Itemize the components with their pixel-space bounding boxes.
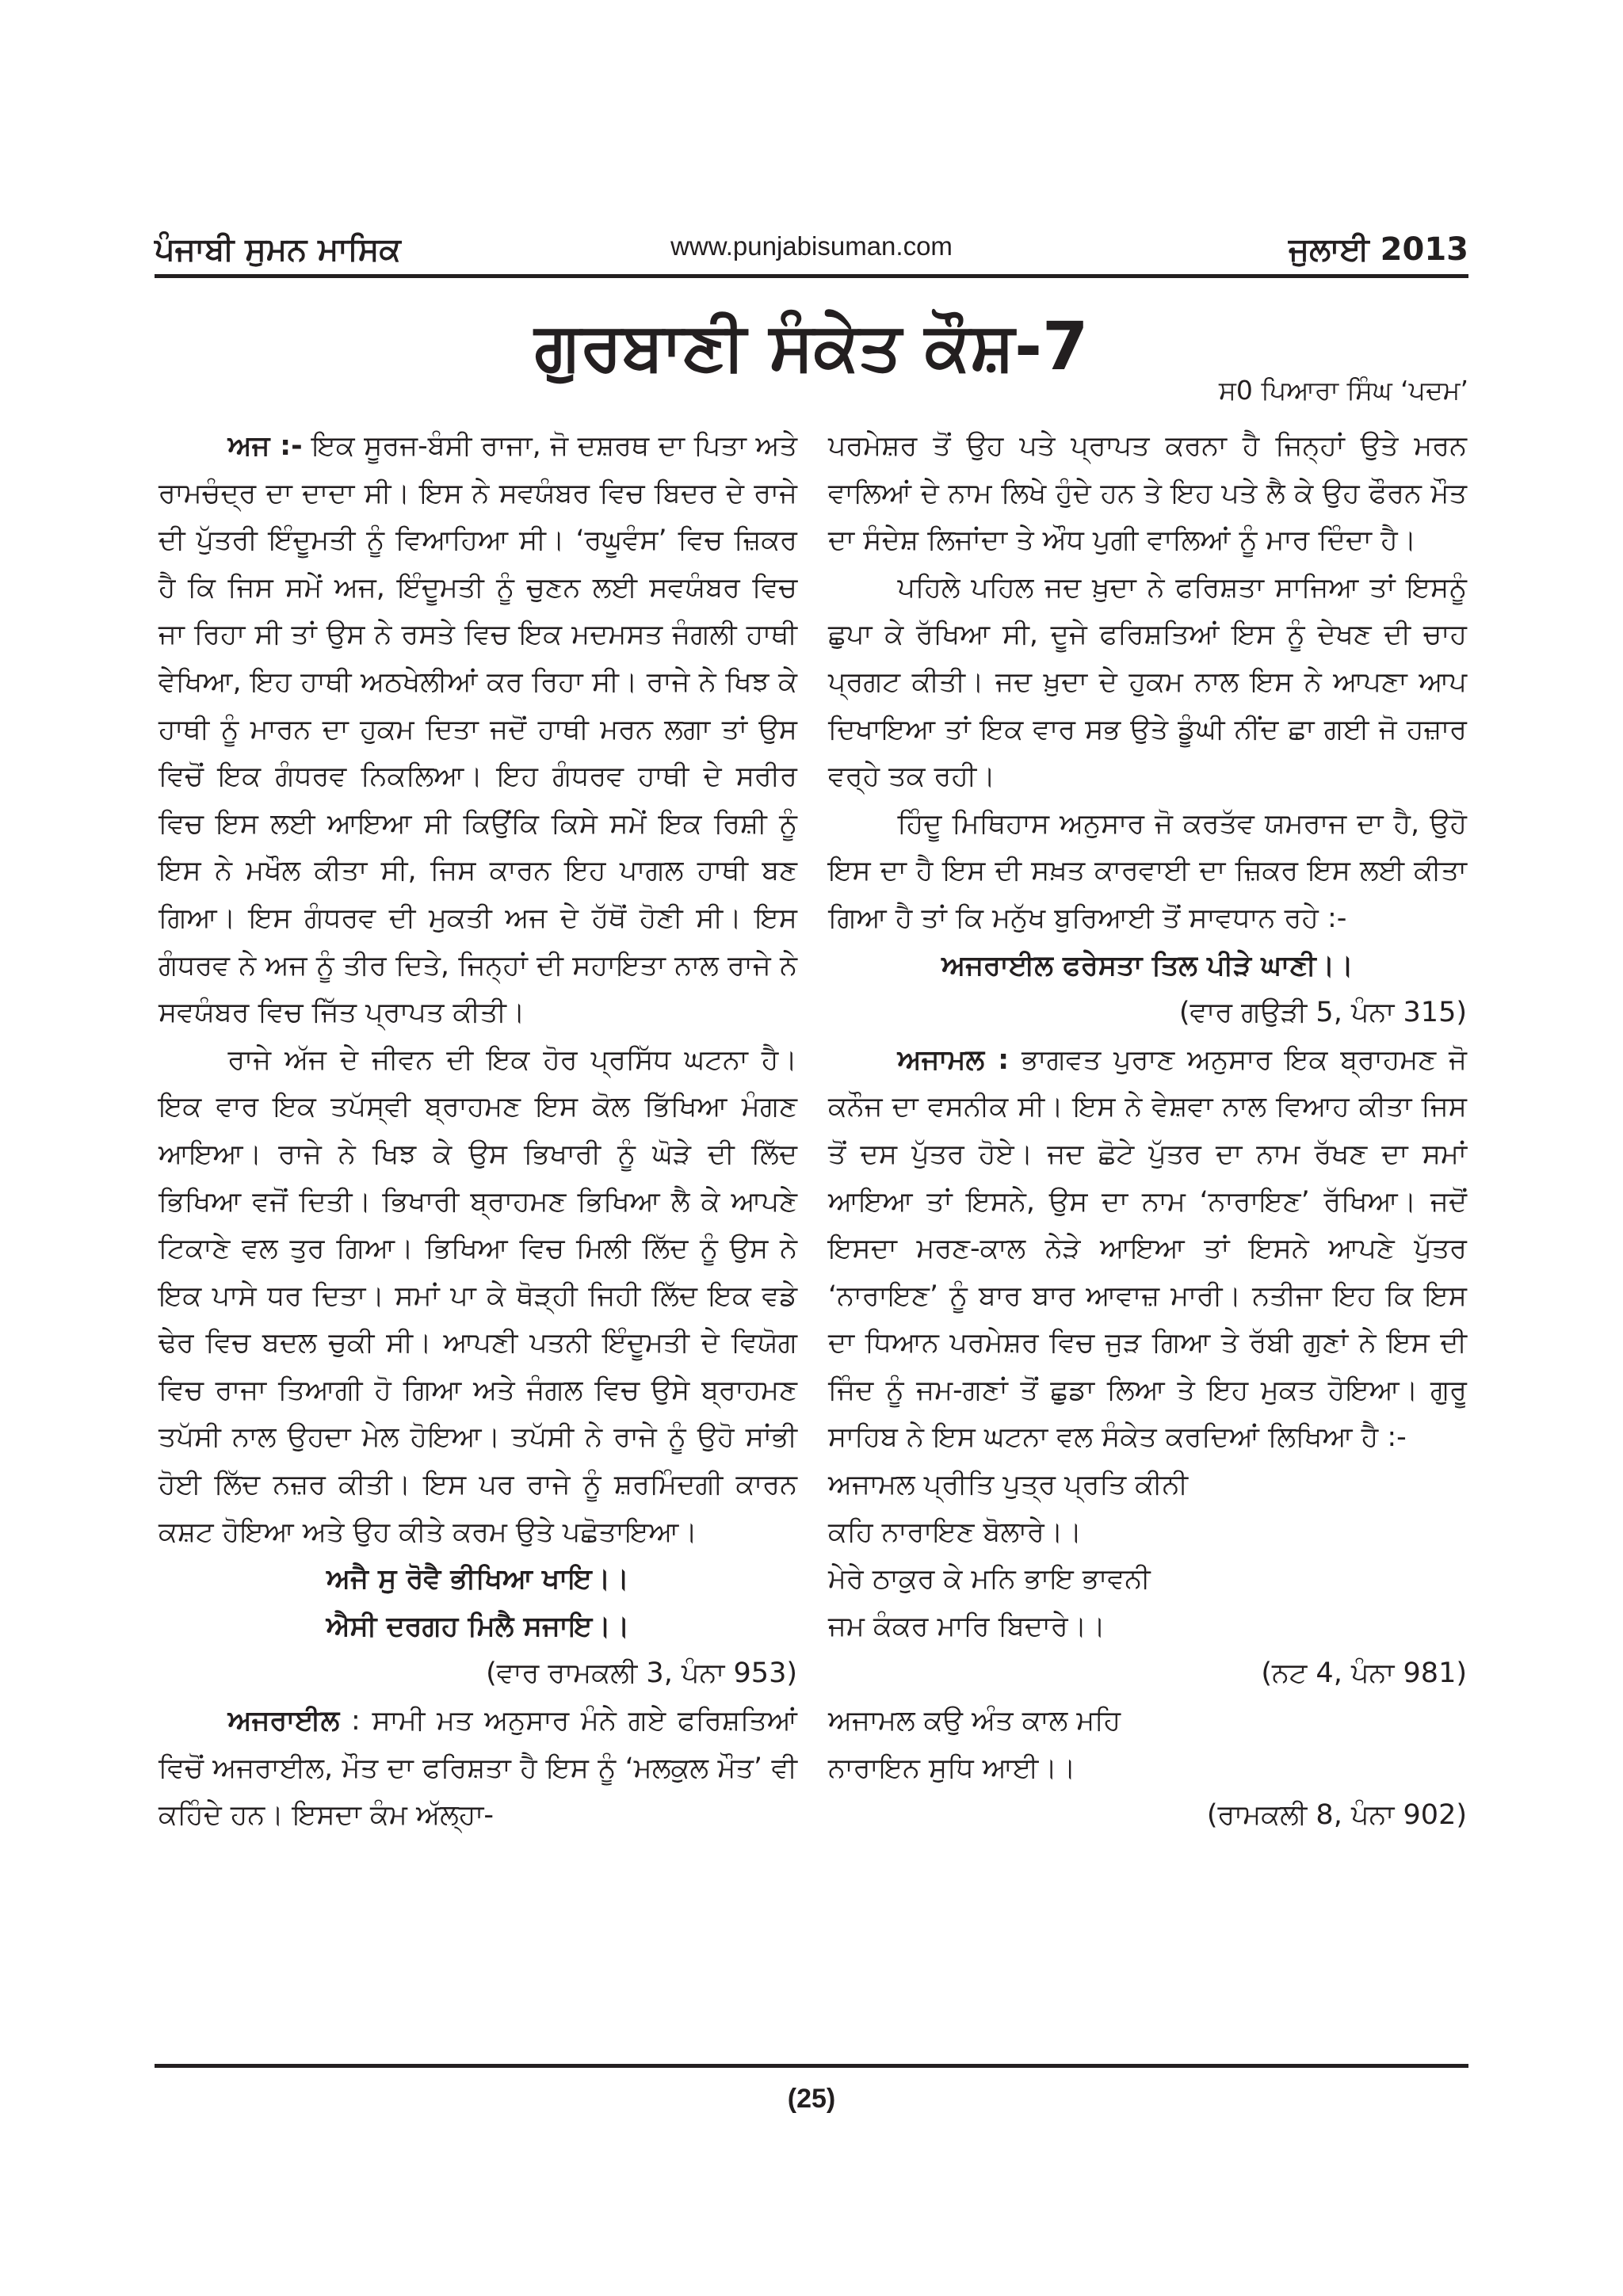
entry-aj — [158, 423, 797, 1037]
header-rule — [155, 274, 1468, 278]
entry-ajamal — [828, 1037, 1467, 1462]
verse-line: ਐਸੀ ਦਰਗਹ ਮਿਲੈ ਸਜਾਇ।। — [326, 1610, 630, 1642]
paragraph: ਪਰਮੇਸ਼ਰ ਤੋਂ ਉਹ ਪਤੇ ਪ੍ਰਾਪਤ ਕਰਨਾ ਹੈ ਜਿਨ੍ਹਾਂ ਉਤੇ ਮਰਨ ਵਾਲਿਆਂ ਦੇ ਨਾਮ ਲਿਖੇ ਹੁੰਦੇ ਹਨ ਤੇ ਇਹ ਪਤੇ ਲੈ ਕੇ ਉਹ ਫੌਰਨ ਮੌਤ ਦਾ ਸੰਦੇਸ਼ ਲਿਜਾਂਦਾ ਤੇ ਔਧ ਪੁਗੀ ਵਾਲਿਆਂ ਨੂੰ ਮਾਰ ਦਿੰਦਾ ਹੈ। — [828, 430, 1467, 557]
entry-term-aj: ਅਜ :- — [227, 430, 303, 462]
verse-reference: (ਵਾਰ ਰਾਮਕਲੀ 3, ਪੰਨਾ 953) — [486, 1657, 797, 1690]
verse-reference: (ਨਟ 4, ਪੰਨਾ 981) — [1261, 1657, 1467, 1690]
verse-line: ਨਾਰਾਇਨ ਸੁਧਿ ਆਈ।। — [828, 1752, 1076, 1784]
article-title: ਗੁਰਬਾਣੀ ਸੰਕੇਤ ਕੌਸ਼-7 — [534, 307, 1089, 385]
verse-line: ਮੇਰੇ ਠਾਕੁਰ ਕੇ ਮਨਿ ਭਾਇ ਭਾਵਨੀ — [828, 1563, 1151, 1596]
right-column — [828, 423, 1467, 1840]
verse-line: ਅਜੈ ਸੁ ਰੋਵੈ ਭੀਖਿਆ ਖਾਇ।। — [327, 1563, 629, 1596]
magazine-name: ਪੰਜਾਬੀ ਸੁਮਨ ਮਾਸਿਕ — [155, 231, 401, 268]
entry-text: ਇਕ ਸੂਰਜ-ਬੰਸੀ ਰਾਜਾ, ਜੋ ਦਸ਼ਰਥ ਦਾ ਪਿਤਾ ਅਤੇ ਰਾਮਚੰਦ੍ਰ ਦਾ ਦਾਦਾ ਸੀ। ਇਸ ਨੇ ਸਵਯੰਬਰ ਵਿਚ ਬਿਦਰ ਦੇ ਰਾਜੇ ਦੀ ਪੁੱਤਰੀ ਇੰਦੂਮਤੀ ਨੂੰ ਵਿਆਹਿਆ ਸੀ। ‘ਰਘੂਵੰਸ’ ਵਿਚ ਜ਼ਿਕਰ ਹੈ ਕਿ ਜਿਸ ਸਮੇਂ ਅਜ, ਇੰਦੂਮਤੀ ਨੂੰ ਚੁਣਨ ਲਈ ਸਵਯੰਬਰ ਵਿਚ ਜਾ ਰਿਹਾ ਸੀ ਤਾਂ ਉਸ ਨੇ ਰਸਤੇ ਵਿਚ ਇਕ ਮਦਮਸਤ ਜੰਗਲੀ ਹਾਥੀ ਵੇਖਿਆ, ਇਹ ਹਾਥੀ ਅਠਖੇਲੀਆਂ ਕਰ ਰਿਹਾ ਸੀ। ਰਾਜੇ ਨੇ ਖਿਝ ਕੇ ਹਾਥੀ ਨੂੰ ਮਾਰਨ ਦਾ ਹੁਕਮ ਦਿਤਾ ਜਦੋਂ ਹਾਥੀ ਮਰਨ ਲਗਾ ਤਾਂ ਉਸ ਵਿਚੋਂ ਇਕ ਗੰਧਰਵ ਨਿਕਲਿਆ। ਇਹ ਗੰਧਰਵ ਹਾਥੀ ਦੇ ਸਰੀਰ ਵਿਚ ਇਸ ਲਈ ਆਇਆ ਸੀ ਕਿਉਂਕਿ ਕਿਸੇ ਸਮੇਂ ਇਕ ਰਿਸ਼ੀ ਨੂੰ ਇਸ ਨੇ ਮਖੌਲ ਕੀਤਾ ਸੀ, ਜਿਸ ਕਾਰਨ ਇਹ ਪਾਗਲ ਹਾਥੀ ਬਣ ਗਿਆ। ਇਸ ਗੰਧਰਵ ਦੀ ਮੁਕਤੀ ਅਜ ਦੇ ਹੱਥੋਂ ਹੋਣੀ ਸੀ। ਇਸ ਗੰਧਰਵ ਨੇ ਅਜ ਨੂੰ ਤੀਰ ਦਿਤੇ, ਜਿਨ੍ਹਾਂ ਦੀ ਸਹਾਇਤਾ ਨਾਲ ਰਾਜੇ ਨੇ ਸਵਯੰਬਰ ਵਿਚ ਜਿੱਤ ਪ੍ਰਾਪਤ ਕੀਤੀ। — [158, 430, 797, 1029]
entry-term-ajrail: ਅਜਰਾਈਲ — [227, 1705, 340, 1737]
entry-ajrail — [158, 1698, 797, 1840]
paragraph: ਹਿੰਦੂ ਮਿਥਿਹਾਸ ਅਨੁਸਾਰ ਜੋ ਕਰਤੱਵ ਯਮਰਾਜ ਦਾ ਹੈ, ਉਹੋ ਇਸ ਦਾ ਹੈ ਇਸ ਦੀ ਸਖ਼ਤ ਕਾਰਵਾਈ ਦਾ ਜ਼ਿਕਰ ਇਸ ਲਈ ਕੀਤਾ ਗਿਆ ਹੈ ਤਾਂ ਕਿ ਮਨੁੱਖ ਬੁਰਿਆਈ ਤੋਂ ਸਾਵਧਾਨ ਰਹੇ :- — [828, 807, 1467, 934]
verse-line: ਕਹਿ ਨਾਰਾਇਣ ਬੋਲਾਰੇ।। — [828, 1516, 1083, 1548]
website-link[interactable]: www.punjabisuman.com — [670, 231, 953, 261]
page-header — [155, 228, 1468, 273]
verse-reference: (ਰਾਮਕਲੀ 8, ਪੰਨਾ 902) — [1206, 1799, 1467, 1832]
verse-line: ਅਜਾਮਲ ਕਉ ਅੰਤ ਕਾਲ ਮਹਿ — [828, 1705, 1121, 1737]
entry-term-ajamal: ਅਜਾਮਲ : — [897, 1043, 1010, 1076]
entry-text: : ਸਾਮੀ ਮਤ ਅਨੁਸਾਰ ਮੰਨੇ ਗਏ ਫਰਿਸ਼ਤਿਆਂ ਵਿਚੋਂ ਅਜਰਾਈਲ, ਮੌਤ ਦਾ ਫਰਿਸ਼ਤਾ ਹੈ ਇਸ ਨੂੰ ‘ਮਲਕੁਲ ਮੌਤ’ ਵੀ ਕਹਿੰਦੇ ਹਨ। ਇਸਦਾ ਕੰਮ ਅੱਲ੍ਹਾ- — [158, 1705, 797, 1832]
entry-text: ਭਾਗਵਤ ਪੁਰਾਣ ਅਨੁਸਾਰ ਇਕ ਬ੍ਰਾਹਮਣ ਜੋ ਕਨੌਜ ਦਾ ਵਸਨੀਕ ਸੀ। ਇਸ ਨੇ ਵੇਸ਼ਵਾ ਨਾਲ ਵਿਆਹ ਕੀਤਾ ਜਿਸ ਤੋਂ ਦਸ ਪੁੱਤਰ ਹੋਏ। ਜਦ ਛੋਟੇ ਪੁੱਤਰ ਦਾ ਨਾਮ ਰੱਖਣ ਦਾ ਸਮਾਂ ਆਇਆ ਤਾਂ ਇਸਨੇ, ਉਸ ਦਾ ਨਾਮ ‘ਨਾਰਾਇਣ’ ਰੱਖਿਆ। ਜਦੋਂ ਇਸਦਾ ਮਰਣ-ਕਾਲ ਨੇੜੇ ਆਇਆ ਤਾਂ ਇਸਨੇ ਆਪਣੇ ਪੁੱਤਰ ‘ਨਾਰਾਇਣ’ ਨੂੰ ਬਾਰ ਬਾਰ ਆਵਾਜ਼ ਮਾਰੀ। ਨਤੀਜਾ ਇਹ ਕਿ ਇਸ ਦਾ ਧਿਆਨ ਪਰਮੇਸ਼ਰ ਵਿਚ ਜੁੜ ਗਿਆ ਤੇ ਰੱਬੀ ਗੁਣਾਂ ਨੇ ਇਸ ਦੀ ਜਿੰਦ ਨੂੰ ਜਮ-ਗਣਾਂ ਤੋਂ ਛੁਡਾ ਲਿਆ ਤੇ ਇਹ ਮੁਕਤ ਹੋਇਆ। ਗੁਰੂ ਸਾਹਿਬ ਨੇ ਇਸ ਘਟਨਾ ਵਲ ਸੰਕੇਤ ਕਰਦਿਆਂ ਲਿਖਿਆ ਹੈ :- — [828, 1043, 1467, 1454]
left-column — [158, 423, 797, 1840]
page-number: (25) — [787, 2084, 836, 2114]
verse-line: ਅਜਰਾਈਲ ਫਰੇਸਤਾ ਤਿਲ ਪੀੜੇ ਘਾਣੀ।। — [941, 949, 1354, 982]
footer-rule — [155, 2064, 1468, 2068]
verse-line: ਅਜਾਮਲ ਪ੍ਰੀਤਿ ਪੁਤ੍ਰ ਪ੍ਰਤਿ ਕੀਨੀ — [828, 1469, 1189, 1501]
paragraph: ਪਹਿਲੇ ਪਹਿਲ ਜਦ ਖ਼ੁਦਾ ਨੇ ਫਰਿਸ਼ਤਾ ਸਾਜਿਆ ਤਾਂ ਇਸਨੂੰ ਛੁਪਾ ਕੇ ਰੱਖਿਆ ਸੀ, ਦੂਜੇ ਫਰਿਸ਼ਤਿਆਂ ਇਸ ਨੂੰ ਦੇਖਣ ਦੀ ਚਾਹ ਪ੍ਰਗਟ ਕੀਤੀ। ਜਦ ਖ਼ੁਦਾ ਦੇ ਹੁਕਮ ਨਾਲ ਇਸ ਨੇ ਆਪਣਾ ਆਪ ਦਿਖਾਇਆ ਤਾਂ ਇਕ ਵਾਰ ਸਭ ਉਤੇ ਡੂੰਘੀ ਨੀਂਦ ਛਾ ਗਈ ਜੋ ਹਜ਼ਾਰ ਵਰ੍ਹੇ ਤਕ ਰਹੀ। — [828, 571, 1467, 793]
article-author: ਸ0 ਪਿਆਰਾ ਸਿੰਘ ‘ਪਦਮ’ — [1218, 375, 1468, 406]
verse-reference: (ਵਾਰ ਗਉੜੀ 5, ਪੰਨਾ 315) — [1178, 997, 1467, 1029]
issue-date: ਜੁਲਾਈ 2013 — [1289, 231, 1468, 268]
verse-line: ਜਮ ਕੰਕਰ ਮਾਰਿ ਬਿਦਾਰੇ।। — [828, 1610, 1106, 1642]
paragraph: ਰਾਜੇ ਅੱਜ ਦੇ ਜੀਵਨ ਦੀ ਇਕ ਹੋਰ ਪ੍ਰਸਿੱਧ ਘਟਨਾ ਹੈ। ਇਕ ਵਾਰ ਇਕ ਤਪੱਸ੍ਵੀ ਬ੍ਰਾਹਮਣ ਇਸ ਕੋਲ ਭਿੱਖਿਆ ਮੰਗਣ ਆਇਆ। ਰਾਜੇ ਨੇ ਖਿਝ ਕੇ ਉਸ ਭਿਖਾਰੀ ਨੂੰ ਘੋੜੇ ਦੀ ਲਿੱਦ ਭਿਖਿਆ ਵਜੋਂ ਦਿਤੀ। ਭਿਖਾਰੀ ਬ੍ਰਾਹਮਣ ਭਿਖਿਆ ਲੈ ਕੇ ਆਪਣੇ ਟਿਕਾਣੇ ਵਲ ਤੁਰ ਗਿਆ। ਭਿਖਿਆ ਵਿਚ ਮਿਲੀ ਲਿੱਦ ਨੂੰ ਉਸ ਨੇ ਇਕ ਪਾਸੇ ਧਰ ਦਿਤਾ। ਸਮਾਂ ਪਾ ਕੇ ਥੋੜ੍ਹੀ ਜਿਹੀ ਲਿੱਦ ਇਕ ਵਡੇ ਢੇਰ ਵਿਚ ਬਦਲ ਚੁਕੀ ਸੀ। ਆਪਣੀ ਪਤਨੀ ਇੰਦੂਮਤੀ ਦੇ ਵਿਯੋਗ ਵਿਚ ਰਾਜਾ ਤਿਆਗੀ ਹੋ ਗਿਆ ਅਤੇ ਜੰਗਲ ਵਿਚ ਉਸੇ ਬ੍ਰਾਹਮਣ ਤਪੱਸੀ ਨਾਲ ਉਹਦਾ ਮੇਲ ਹੋਇਆ। ਤਪੱਸੀ ਨੇ ਰਾਜੇ ਨੂੰ ਉਹੋ ਸਾਂਭੀ ਹੋਈ ਲਿੱਦ ਨਜ਼ਰ ਕੀਤੀ। ਇਸ ਪਰ ਰਾਜੇ ਨੂੰ ਸ਼ਰਮਿੰਦਗੀ ਕਾਰਨ ਕਸ਼ਟ ਹੋਇਆ ਅਤੇ ਉਹ ਕੀਤੇ ਕਰਮ ਉਤੇ ਪਛੋਤਾਇਆ। — [158, 1043, 797, 1548]
